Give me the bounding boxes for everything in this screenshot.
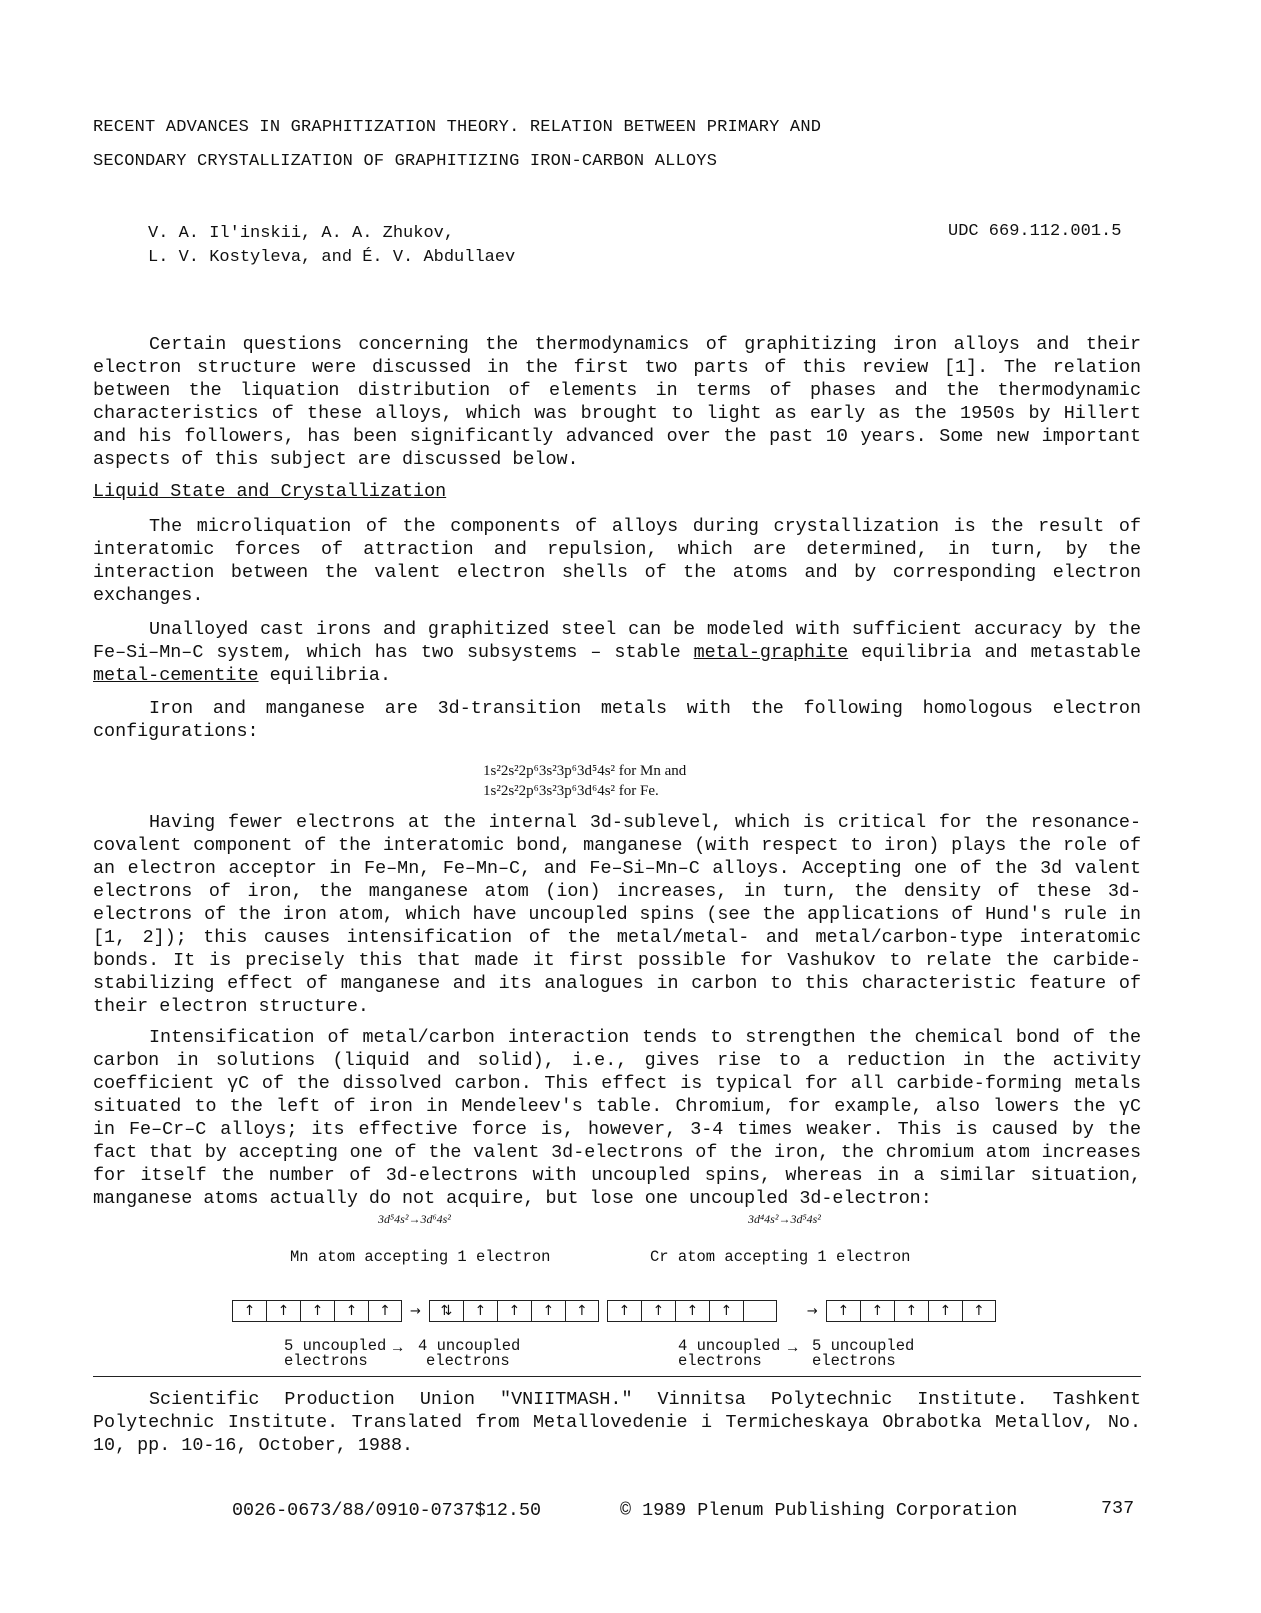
intro-text: Certain questions concerning the thermodynamics of graphitizing iron alloys and their electron structure were discussed in the first two parts of this review [1]. The relation between the liquation distribution of elements in terms of phases and the thermodynamic characteristics of these alloys, which was brought to light as early as the 1950s by Hillert and his followers, has been significantly advanced over the past 10 years. Some new important aspects of this subject are discussed below.: [93, 334, 1141, 470]
orbital-cell: ↑: [300, 1300, 334, 1322]
orbital-cell: [743, 1300, 777, 1322]
paragraph-2-text: [93, 618, 1141, 687]
orbital-cell: ↑: [826, 1300, 860, 1322]
page-number: 737: [1101, 1498, 1135, 1519]
orbital-cell: ↑: [565, 1300, 599, 1322]
intro-paragraph: [93, 333, 1141, 471]
mn-transition: 3d⁵4s²→3d⁶4s²: [378, 1212, 451, 1226]
footnote-divider: [93, 1376, 1141, 1377]
metal-graphite-term: metal-graphite: [693, 642, 849, 663]
copyright-notice: © 1989 Plenum Publishing Corporation: [620, 1500, 1018, 1521]
electron-configuration-formula: [483, 761, 686, 801]
mn-after-label-2: electrons: [426, 1352, 510, 1370]
paragraph-4-text: Having fewer electrons at the internal 3d-sublevel, which is critical for the resonance-covalent component of the interatomic bond, manganese (with respect to iron) plays the role of an electron acceptor in Fe–Mn, Fe–Mn–C, and Fe–Si–Mn–C alloys. Accepting one of the 3d valent electrons of iron, the manganese atom (ion) increases, in turn, the density of these 3d-electrons of the iron atom, which have uncoupled spins (see the applications of Hund's rule in [1, 2]); this causes intensification of the metal/metal- and metal/carbon-type interatomic bonds. It is precisely this that made it first possible for Vashukov to relate the carbide-stabilizing effect of manganese and its analogues in carbon to this characteristic feature of their electron structure.: [93, 812, 1141, 1017]
udc-code: UDC 669.112.001.5: [948, 222, 1122, 241]
arrow-icon: →: [806, 1303, 818, 1319]
cr-after-label: [812, 1339, 914, 1369]
publication-code: 0026-0673/88/0910-0737$12.50: [232, 1500, 542, 1521]
cr-after-label-1: 5 uncoupled: [812, 1337, 915, 1355]
orbital-cell: ⇅: [429, 1300, 463, 1322]
mn-after-label-1: 4 uncoupled: [418, 1337, 521, 1355]
paragraph-1: [93, 515, 1141, 607]
section-heading: Liquid State and Crystallization: [93, 481, 447, 502]
fe-config: 1s²2s²2p⁶3s²3p⁶3d⁶4s²: [483, 783, 616, 799]
orbital-cell: ↑: [675, 1300, 709, 1322]
orbital-cell: ↑: [860, 1300, 894, 1322]
orbital-cell: ↑: [463, 1300, 497, 1322]
cr-after-label-2: electrons: [812, 1352, 896, 1370]
mn-suffix: for Mn and: [615, 763, 687, 779]
orbital-cell: ↑: [641, 1300, 675, 1322]
mn-after-label: [418, 1339, 520, 1369]
authors-line-2: L. V. Kostyleva, and É. V. Abdullaev: [148, 248, 516, 267]
mn-config-line: [483, 761, 686, 781]
para2-middle: equilibria and metastable: [848, 642, 1141, 663]
affiliation-note: Scientific Production Union "VNIITMASH." Vinnitsa Polytechnic Institute. Tashkent Polytechnic Institute. Translated from Metallovedenie i Termicheskaya Obrabotka Metallov, No. 10, pp. 10-16, October, 1988.: [93, 1389, 1141, 1456]
mn-after-orbitals: [429, 1300, 599, 1322]
authors-line-1: V. A. Il'inskii, A. A. Zhukov,: [148, 224, 455, 243]
orbital-cell: ↑: [531, 1300, 565, 1322]
title-line-2: SECONDARY CRYSTALLIZATION OF GRAPHITIZING IRON-CARBON ALLOYS: [93, 152, 718, 171]
authors: [148, 222, 515, 270]
orbital-cell: ↑: [962, 1300, 996, 1322]
orbital-cell: ↑: [709, 1300, 743, 1322]
cr-transition: 3d⁴4s²→3d⁵4s²: [748, 1212, 821, 1226]
paragraph-5-text: Intensification of metal/carbon interaction tends to strengthen the chemical bond of the carbon in solutions (liquid and solid), i.e., gives rise to a reduction in the activity coefficient γC of the dissolved carbon. This effect is typical for all carbide-forming metals situated to the left of iron in Mendeleev's table. Chromium, for example, also lowers the γC in Fe–Cr–C alloys; its effective force is, however, 3-4 times weaker. This is caused by the fact that by accepting one of the valent 3d-electrons of the iron, the chromium atom increases for itself the number of 3d-electrons with uncoupled spins, whereas in a similar situation, manganese atoms actually do not acquire, but lose one uncoupled 3d-electron:: [93, 1027, 1141, 1209]
orbital-cell: ↑: [894, 1300, 928, 1322]
paragraph-3-text: Iron and manganese are 3d-transition metals with the following homologous electron configurations:: [93, 698, 1141, 742]
orbital-cell: ↑: [334, 1300, 368, 1322]
para2-before: Unalloyed cast irons and graphitized steel can be modeled with sufficient accuracy by the Fe–Si–Mn–C system, which has two subsystems – stable: [93, 619, 1141, 663]
mn-before-label-2: electrons: [284, 1352, 368, 1370]
paragraph-4: [93, 811, 1141, 1018]
orbital-cell: ↑: [607, 1300, 641, 1322]
cr-caption: Cr atom accepting 1 electron: [650, 1248, 911, 1266]
cr-before-label-1: 4 uncoupled: [678, 1337, 781, 1355]
cr-before-label: [678, 1339, 780, 1369]
paragraph-3: [93, 697, 1141, 743]
orbital-cell: ↑: [368, 1300, 402, 1322]
mn-config: 1s²2s²2p⁶3s²3p⁶3d⁵4s²: [483, 763, 616, 779]
mn-caption: Mn atom accepting 1 electron: [290, 1248, 551, 1266]
orbital-cell: ↑: [928, 1300, 962, 1322]
mn-before-label: [284, 1339, 386, 1369]
mn-before-orbitals: [232, 1300, 402, 1322]
paragraph-5: [93, 1026, 1141, 1210]
paragraph-2: [93, 618, 1141, 687]
cr-before-label-2: electrons: [678, 1352, 762, 1370]
orbital-diagram: [232, 1300, 996, 1322]
metal-cementite-term: metal-cementite: [93, 665, 259, 686]
orbital-cell: ↑: [266, 1300, 300, 1322]
para2-after: equilibria.: [258, 665, 391, 686]
orbital-cell: ↑: [232, 1300, 266, 1322]
cr-after-orbitals: [826, 1300, 996, 1322]
fe-suffix: for Fe.: [615, 783, 659, 799]
orbital-cell: ↑: [497, 1300, 531, 1322]
arrow-icon: →: [410, 1303, 421, 1319]
arrow-icon: →: [393, 1339, 403, 1357]
fe-config-line: [483, 781, 686, 801]
title-line-1: RECENT ADVANCES IN GRAPHITIZATION THEORY. RELATION BETWEEN PRIMARY AND: [93, 118, 822, 137]
cr-before-orbitals: [607, 1300, 777, 1322]
arrow-icon: →: [788, 1339, 798, 1357]
paragraph-1-text: The microliquation of the components of alloys during crystallization is the result of interatomic forces of attraction and repulsion, which are determined, in turn, by the interaction between the valent electron shells of the atoms and by corresponding electron exchanges.: [93, 516, 1141, 606]
mn-before-label-1: 5 uncoupled: [284, 1337, 387, 1355]
